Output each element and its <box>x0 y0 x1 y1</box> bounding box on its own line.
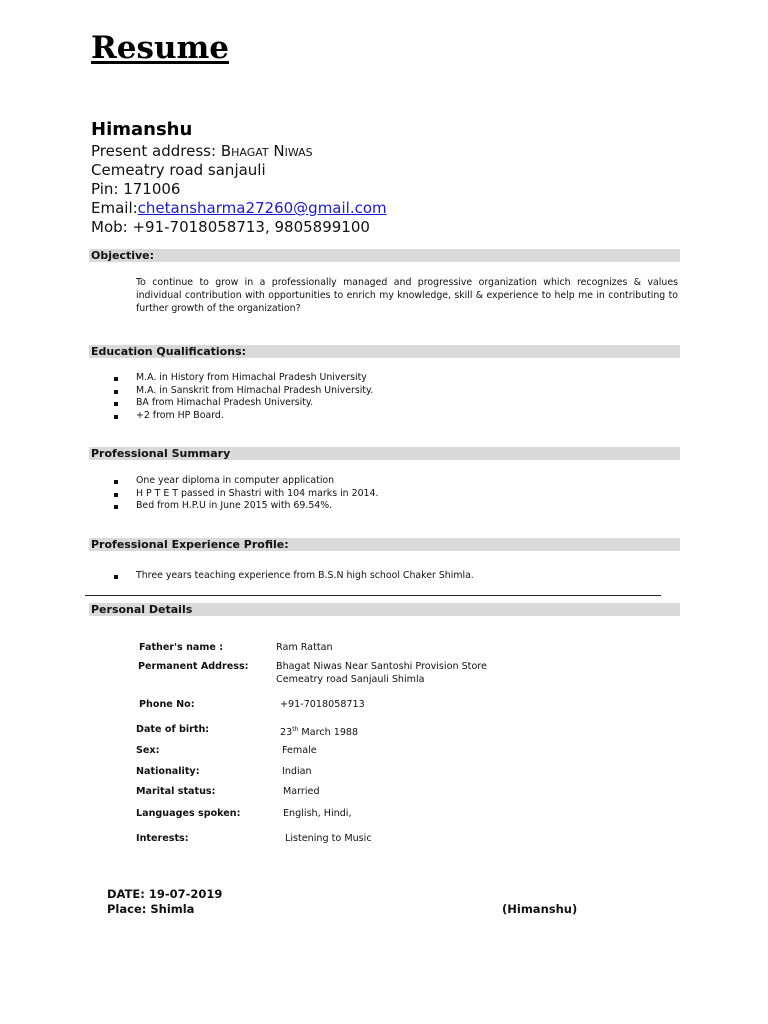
permanent-address-label: Permanent Address: <box>138 661 249 672</box>
present-address-line <box>91 142 313 161</box>
bullet-icon <box>114 575 118 579</box>
objective-text: To continue to grow in a professionally managed and progressive organization which recognizes & values individual contribution with opportunities to enrich my knowledge, skill & experience to help me in contributing to further growth of the organization? <box>136 277 678 314</box>
languages-value: English, Hindi, <box>283 808 352 819</box>
section-experience: Professional Experience Profile: <box>89 538 680 551</box>
education-list <box>114 372 674 423</box>
father-name-value: Ram Rattan <box>276 642 333 653</box>
resume-title: Resume <box>91 30 230 66</box>
nationality-value: Indian <box>282 766 312 777</box>
interests-value: Listening to Music <box>285 833 372 844</box>
phone-value: +91-7018058713 <box>280 699 365 710</box>
nationality-label: Nationality: <box>136 766 200 777</box>
experience-list <box>114 570 674 583</box>
interests-label: Interests: <box>136 833 189 844</box>
sex-value: Female <box>282 745 317 756</box>
bullet-icon <box>114 402 118 406</box>
section-personal-details: Personal Details <box>89 603 680 616</box>
section-education: Education Qualifications: <box>89 345 680 358</box>
signature-name: (Himanshu) <box>502 902 578 916</box>
email-line <box>91 199 387 218</box>
list-item: M.A. in History from Himachal Pradesh University <box>114 372 674 385</box>
mobile-numbers: Mob: +91-7018058713, 9805899100 <box>91 218 370 236</box>
present-address-value: Bhagat Niwas <box>220 142 313 160</box>
marital-status-value: Married <box>283 786 320 797</box>
dob-label: Date of birth: <box>136 724 210 735</box>
phone-label: Phone No: <box>139 699 195 710</box>
divider <box>85 595 661 596</box>
footer-place: Place: Shimla <box>107 902 195 916</box>
bullet-icon <box>114 493 118 497</box>
list-item: One year diploma in computer application <box>114 475 674 488</box>
section-professional-summary: Professional Summary <box>89 447 680 460</box>
email-link[interactable]: chetansharma27260@gmail.com <box>137 199 387 217</box>
bullet-icon <box>114 377 118 381</box>
bullet-icon <box>114 390 118 394</box>
marital-status-label: Marital status: <box>136 786 216 797</box>
dob-value: 23th March 1988 <box>280 726 359 739</box>
email-label: Email: <box>91 199 138 217</box>
list-item: M.A. in Sanskrit from Himachal Pradesh University. <box>114 385 674 398</box>
sex-label: Sex: <box>136 745 160 756</box>
list-item: H P T E T passed in Shastri with 104 marks in 2014. <box>114 488 674 501</box>
permanent-address-line-2: Cemeatry road Sanjauli Shimla <box>276 674 425 685</box>
father-name-label: Father's name : <box>139 642 224 653</box>
list-item: +2 from HP Board. <box>114 410 674 423</box>
pin-code: Pin: 171006 <box>91 180 181 198</box>
section-objective: Objective: <box>89 249 680 262</box>
bullet-icon <box>114 480 118 484</box>
candidate-name: Himanshu <box>91 119 193 140</box>
list-item: Bed from H.P.U in June 2015 with 69.54%. <box>114 500 674 513</box>
present-address-label: Present address: <box>91 142 221 160</box>
list-item: BA from Himachal Pradesh University. <box>114 397 674 410</box>
list-item: Three years teaching experience from B.S.N high school Chaker Shimla. <box>114 570 674 583</box>
bullet-icon <box>114 505 118 509</box>
address-line-2: Cemeatry road sanjauli <box>91 161 266 179</box>
bullet-icon <box>114 415 118 419</box>
summary-list <box>114 475 674 513</box>
permanent-address-line-1: Bhagat Niwas Near Santoshi Provision Store <box>276 661 487 672</box>
languages-label: Languages spoken: <box>136 808 241 819</box>
footer-date: DATE: 19-07-2019 <box>107 887 223 901</box>
